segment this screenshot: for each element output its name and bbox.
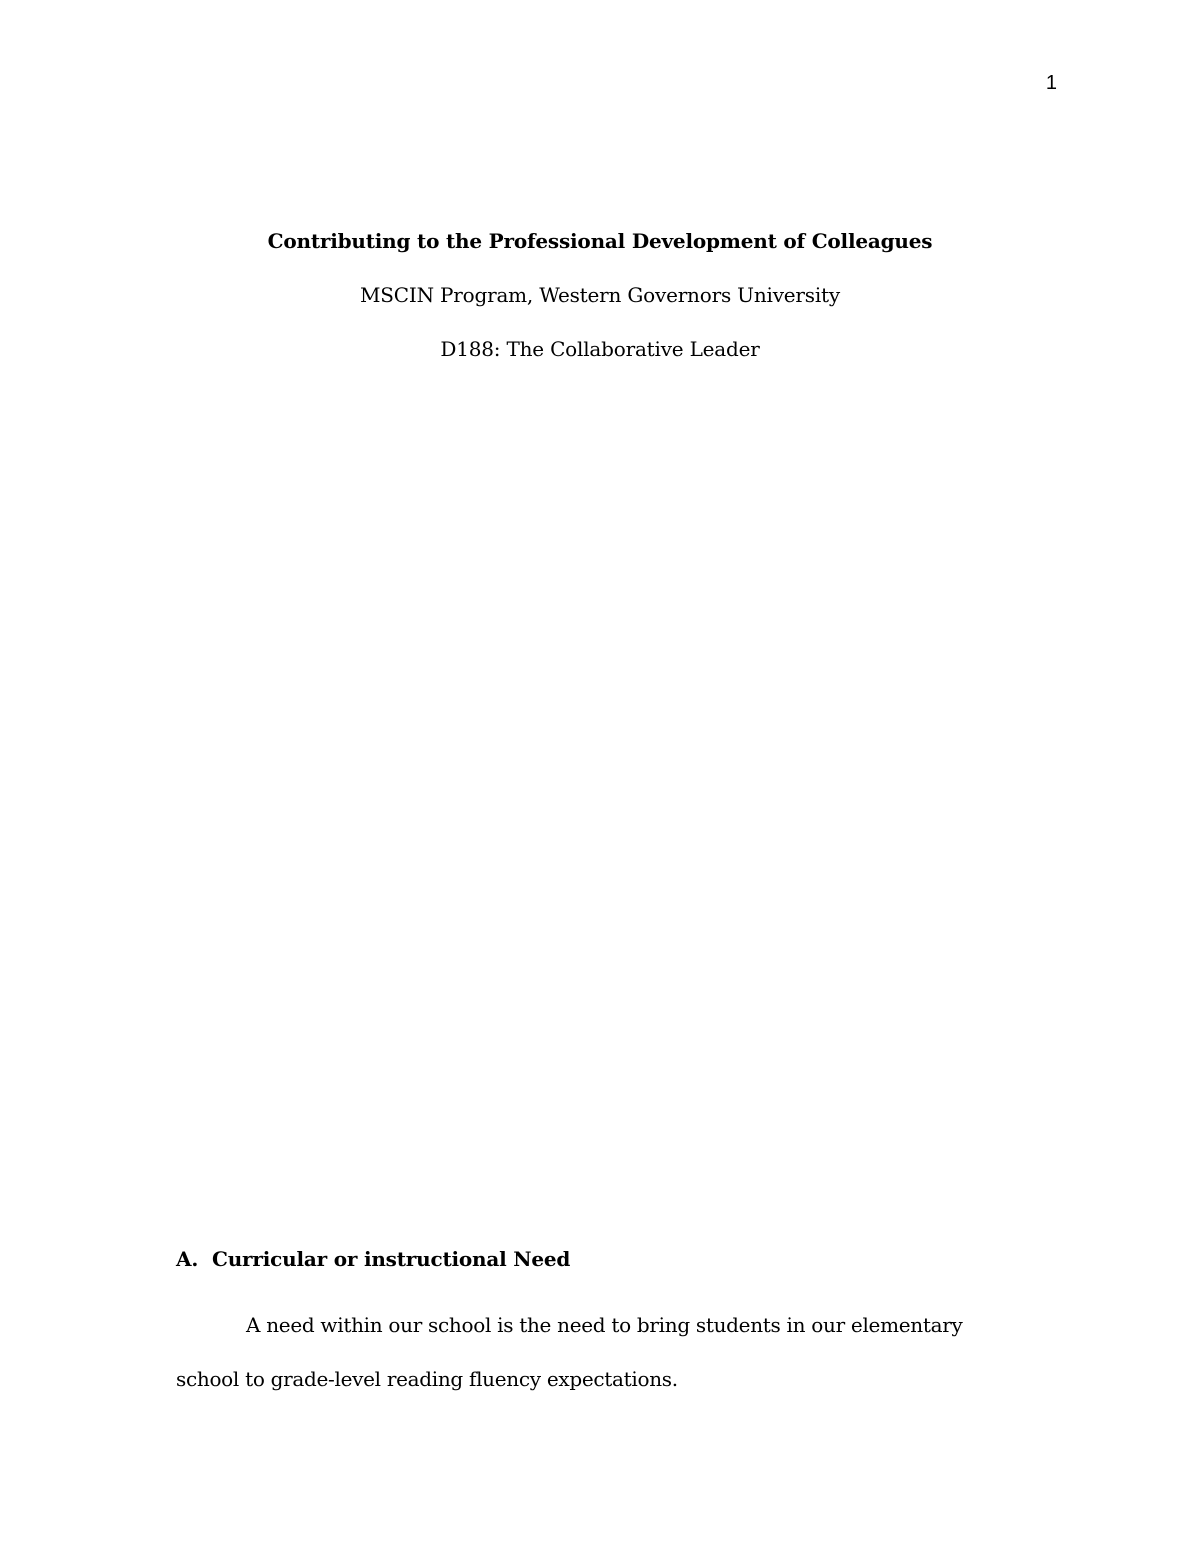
section-a	[176, 1244, 1046, 1406]
section-heading	[176, 1244, 1046, 1274]
page-number: 1	[1045, 72, 1057, 94]
document-title: Contributing to the Professional Development of Colleagues	[267, 229, 933, 253]
course-line: D188: The Collaborative Leader	[440, 337, 760, 361]
section-heading-text: Curricular or instructional Need	[212, 1247, 571, 1271]
section-paragraph: A need within our school is the need to bring students in our elementary school to grade-level reading fluency expectations.	[176, 1313, 963, 1391]
title-block	[0, 226, 1200, 388]
section-marker: A.	[176, 1247, 199, 1271]
program-line: MSCIN Program, Western Governors University	[359, 283, 840, 307]
